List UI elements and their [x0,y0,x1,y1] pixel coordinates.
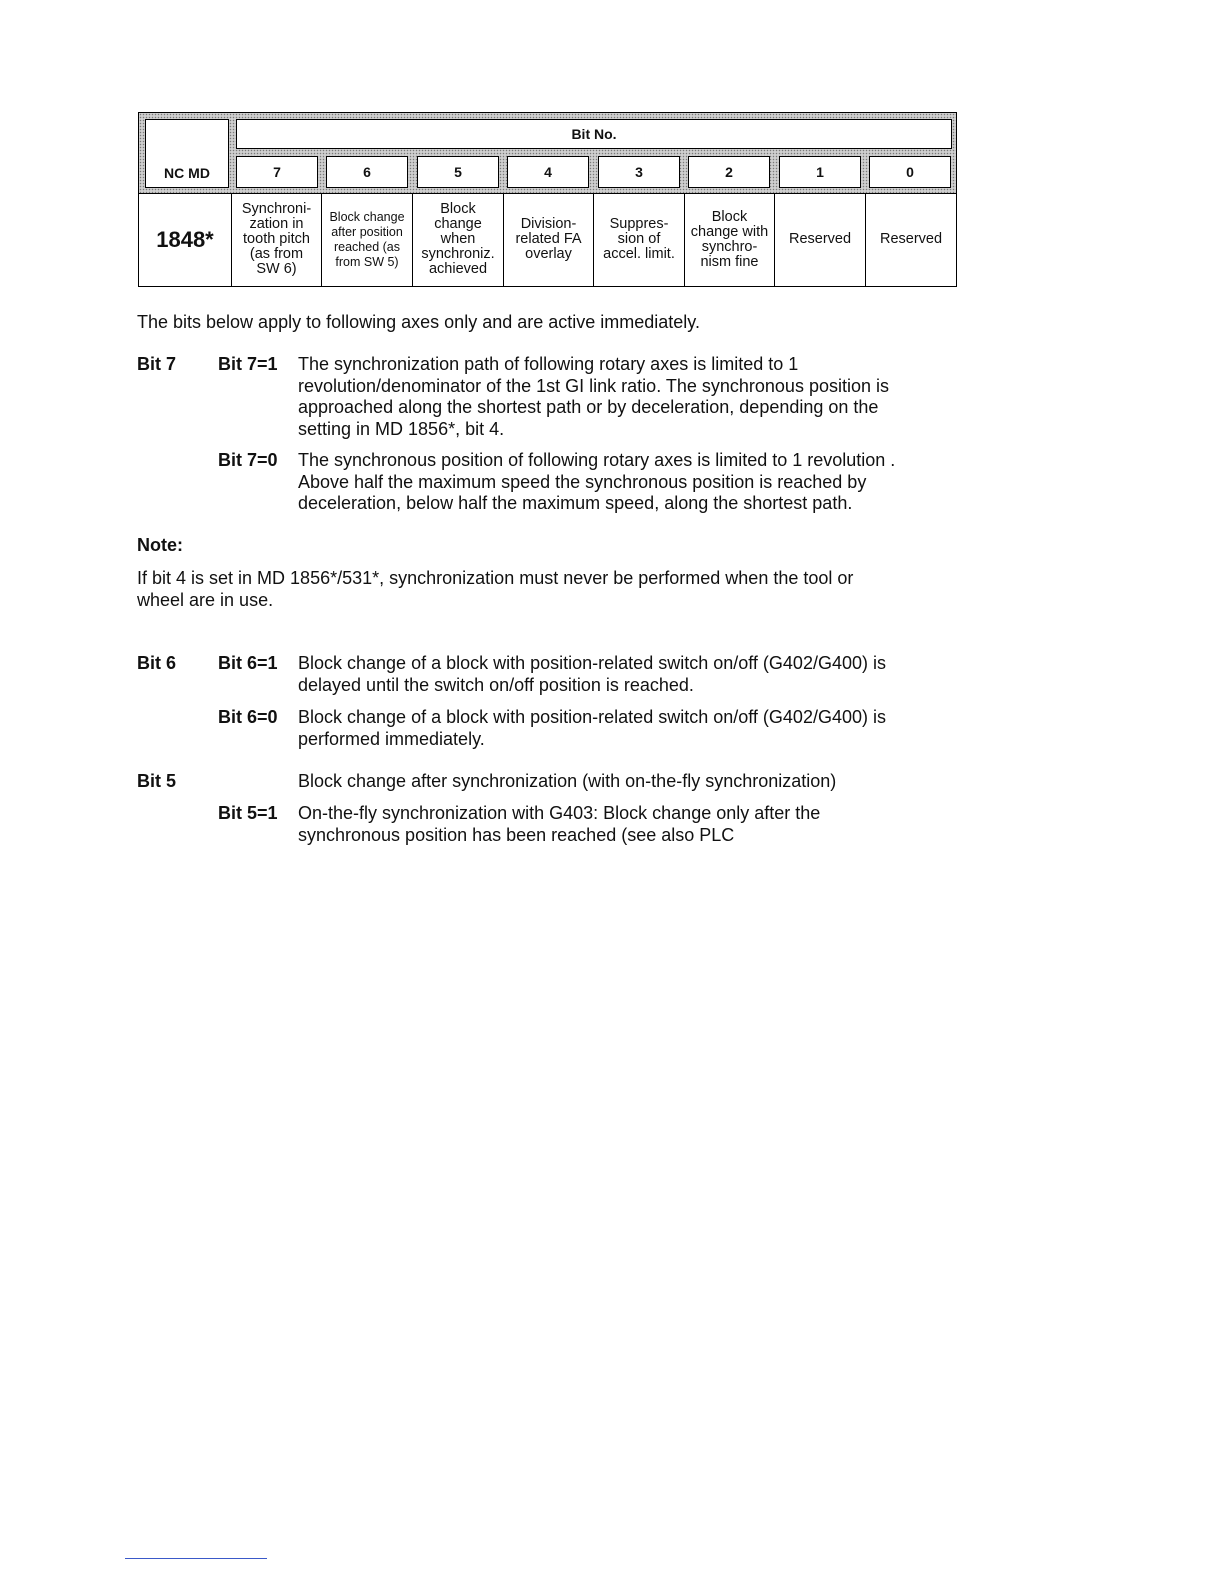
text-line: wheel are in use. [137,589,274,610]
bit-0-description: Reserved [879,231,943,247]
bit-5-description: Block change when synchroniz. achieved [413,193,504,286]
text-line: revolution/denominator of the 1st GI link ratio. The synchronous position is [298,375,889,396]
text-line: Block change of a block with position-related switch on/off (G402/G400) is [298,653,886,673]
text-line: delayed until the switch on/off position is reached. [298,674,694,695]
note-heading: Note: [137,535,183,555]
footer-rule [125,1558,267,1559]
md-number: 1848* [139,193,232,286]
note-text [137,568,853,611]
text-line: On-the-fly synchronization with G403: Block change only after the [298,803,821,823]
bit-no-header: Bit No. [236,119,952,149]
bit-6-set-text [298,653,886,696]
bit-6-set-label: Bit 6=1 [218,653,278,673]
bit-6-description: Block change after position reached (as from SW 5) [322,193,413,286]
text-line: If bit 4 is set in MD 1856*/531*, synchronization must never be performed when the tool or [137,568,854,588]
text-line: deceleration, below half the maximum speed, along the shortest path. [298,493,853,513]
text-line: Block change of a block with position-related switch on/off (G402/G400) is [298,707,886,727]
table-row [139,193,956,286]
bit-7-label: Bit 7 [137,354,177,374]
bit-number-6: 6 [326,156,408,188]
intro-text: The bits below apply to following axes only and are active immediately. [137,312,700,332]
bit-number-2: 2 [688,156,770,188]
bit-number-7: 7 [236,156,318,188]
text-line: The synchronization path of following rotary axes is limited to 1 [298,354,799,374]
bit-number-5: 5 [417,156,499,188]
bit-7-set-label: Bit 7=1 [218,354,278,374]
bit-2-description: Block change with synchro- nism fine [685,193,775,286]
bit-7-description: Synchroni- zation in tooth pitch (as from SW 6) [232,193,322,286]
bit-7-clear-text [298,450,895,515]
table-header [139,113,956,194]
bit-1-description: Reserved [775,193,866,286]
text-line: Above half the maximum speed the synchronous position is reached by [298,471,867,492]
bit-3-description: Suppres- sion of accel. limit. [594,193,685,286]
bit-7-set-text [298,354,889,440]
text-line: setting in MD 1856*, bit 4. [298,418,505,439]
bit-number-3: 3 [598,156,680,188]
bit-5-description-text: Block change after synchronization (with on-the-fly synchronization) [298,771,837,791]
bit-number-0: 0 [869,156,951,188]
bit-number-1: 1 [779,156,861,188]
text-line: The synchronous position of following rotary axes is limited to 1 revolution . [298,450,896,470]
text-line: synchronous position has been reached (see also PLC [298,824,735,845]
machine-data-table [138,112,957,287]
bit-4-description: Division- related FA overlay [504,193,594,286]
bit-6-clear-label: Bit 6=0 [218,707,278,727]
bit-6-label: Bit 6 [137,653,177,673]
bit-5-label: Bit 5 [137,771,177,791]
nc-md-header: NC MD [145,119,229,188]
bit-7-clear-label: Bit 7=0 [218,450,278,470]
text-line: approached along the shortest path or by deceleration, depending on the [298,397,879,417]
text-line: performed immediately. [298,728,485,749]
bit-6-clear-text [298,707,886,750]
bit-number-4: 4 [507,156,589,188]
bit-5-set-text [298,803,820,846]
bit-5-set-label: Bit 5=1 [218,803,278,823]
